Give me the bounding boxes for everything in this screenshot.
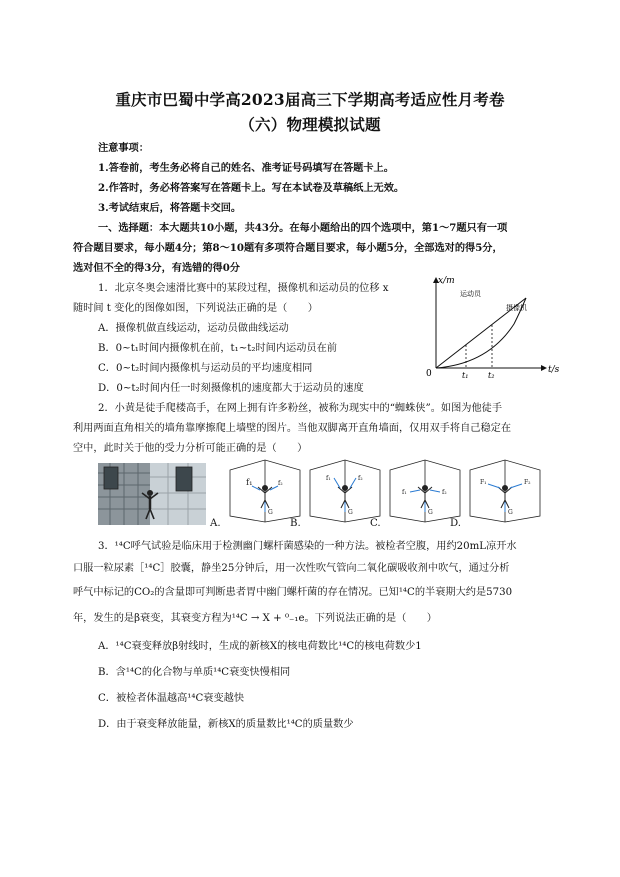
q1-stem-line2: 随时间 t 变化的图像如图，下列说法正确的是（ ） xyxy=(73,303,318,314)
q3-option-d: D．由于衰变释放能量，新核X的质量数比¹⁴C的质量数少 xyxy=(98,719,354,730)
q2-figure-d xyxy=(468,458,542,524)
svg-text:f₂: f₂ xyxy=(358,475,363,482)
q2-stem-line3: 空中，此时关于他的受力分析可能正确的是（ ） xyxy=(73,443,308,454)
q3-option-c: C．被检者体温越高¹⁴C衰变越快 xyxy=(98,693,245,704)
q2-stem-line2: 利用两面直角相关的墙角靠摩擦爬上墙壁的图片。当他双脚离开直角墙面，仅用双手将自己稳定在 xyxy=(73,423,512,434)
origin-label: 0 xyxy=(426,369,432,379)
t1-label: t₁ xyxy=(462,371,469,380)
q3-stem-line4: 年，发生的是β衰变，其衰变方程为¹⁴C → X + ⁰₋₁e。下列说法正确的是（ ） xyxy=(73,613,437,624)
camera-label: 摄像机 xyxy=(506,304,527,312)
t2-label: t₂ xyxy=(488,371,495,380)
q2-label-a: A. xyxy=(210,518,221,529)
note-2: 2.作答时，务必将答案写在答题卡上。写在本试卷及草稿纸上无效。 xyxy=(98,182,405,194)
q2-label-d: D. xyxy=(450,518,462,529)
q2-figure-c xyxy=(388,458,462,524)
q3-stem-line1: 3．¹⁴C呼气试验是临床用于检测幽门螺杆菌感染的一种方法。被检者空腹，用约20mL凉开水 xyxy=(98,541,517,552)
q2-figure-b xyxy=(308,458,382,524)
svg-text:G: G xyxy=(348,509,353,516)
x-axis-label: t/s xyxy=(548,365,560,375)
q2-stem-line1: 2．小黄是徒手爬楼高手，在网上拥有许多粉丝，被称为现实中的“蜘蛛侠”。如图为他徒手 xyxy=(98,403,503,414)
section1-line3: 选对但不全的得3分，有选错的得0分 xyxy=(73,262,240,274)
svg-text:G: G xyxy=(268,509,273,516)
q1-stem-line1: 1．北京冬奥会速滑比赛中的某段过程，摄像机和运动员的位移 x xyxy=(98,283,389,294)
q1-option-c: C．0~t₂时间内摄像机与运动员的平均速度相同 xyxy=(98,363,313,374)
q3-stem-line2: 口服一粒尿素［¹⁴C］胶囊，静坐25分钟后，用一次性吹气管向二氧化碳吸收剂中吹气，通过分析 xyxy=(73,563,510,574)
exam-title-line1: 重庆市巴蜀中学高2023届高三下学期高考适应性月考卷 xyxy=(115,90,505,109)
q2-label-c: C. xyxy=(370,518,381,529)
q1-option-a: A．摄像机做直线运动，运动员做曲线运动 xyxy=(98,323,289,334)
svg-text:f₂: f₂ xyxy=(442,489,447,496)
q1-option-d: D．0~t₂时间内任一时刻摄像机的速度都大于运动员的速度 xyxy=(98,383,364,394)
note-3: 3.考试结束后，将答题卡交回。 xyxy=(98,202,242,214)
q3-option-b: B．含¹⁴C的化合物与单质¹⁴C衰变快慢相同 xyxy=(98,667,291,678)
exam-title-line2: （六）物理模拟试题 xyxy=(239,115,381,134)
q2-label-b: B. xyxy=(290,518,301,529)
svg-text:F₁: F₁ xyxy=(480,479,487,486)
notes-heading: 注意事项： xyxy=(98,142,149,154)
svg-text:G: G xyxy=(428,509,433,516)
svg-text:f₁: f₁ xyxy=(326,475,331,482)
note-1: 1.答卷前，考生务必将自己的姓名、准考证号码填写在答题卡上。 xyxy=(98,162,394,174)
q3-option-a: A．¹⁴C衰变释放β射线时，生成的新核X的核电荷数比¹⁴C的核电荷数少1 xyxy=(98,641,422,652)
q1-option-b: B．0~t₁时间内摄像机在前，t₁~t₂时间内运动员在前 xyxy=(98,343,337,354)
q3-stem-line3: 呼气中标记的CO₂的含量即可判断患者胃中幽门螺杆菌的存在情况。已知¹⁴C的半衰期大约是5730 xyxy=(73,587,513,598)
svg-text:f₁: f₁ xyxy=(402,489,407,496)
svg-text:G: G xyxy=(508,509,513,516)
svg-text:f₂: f₂ xyxy=(278,480,283,487)
svg-text:F₂: F₂ xyxy=(524,479,531,486)
q2-climber-photo xyxy=(98,463,206,525)
section1-line1: 一、选择题：本大题共10小题，共43分。在每小题给出的四个选项中，第1～7题只有一项 xyxy=(98,222,508,234)
q2-figure-a xyxy=(228,458,302,524)
svg-text:f₁: f₁ xyxy=(246,478,253,488)
section1-line2: 符合题目要求，每小题4分；第8～10题有多项符合题目要求，每小题5分，全部选对的得5分， xyxy=(73,242,503,254)
y-axis-label: x/m xyxy=(438,276,455,286)
athlete-label: 运动员 xyxy=(460,290,481,298)
q1-xt-graph xyxy=(418,272,568,384)
